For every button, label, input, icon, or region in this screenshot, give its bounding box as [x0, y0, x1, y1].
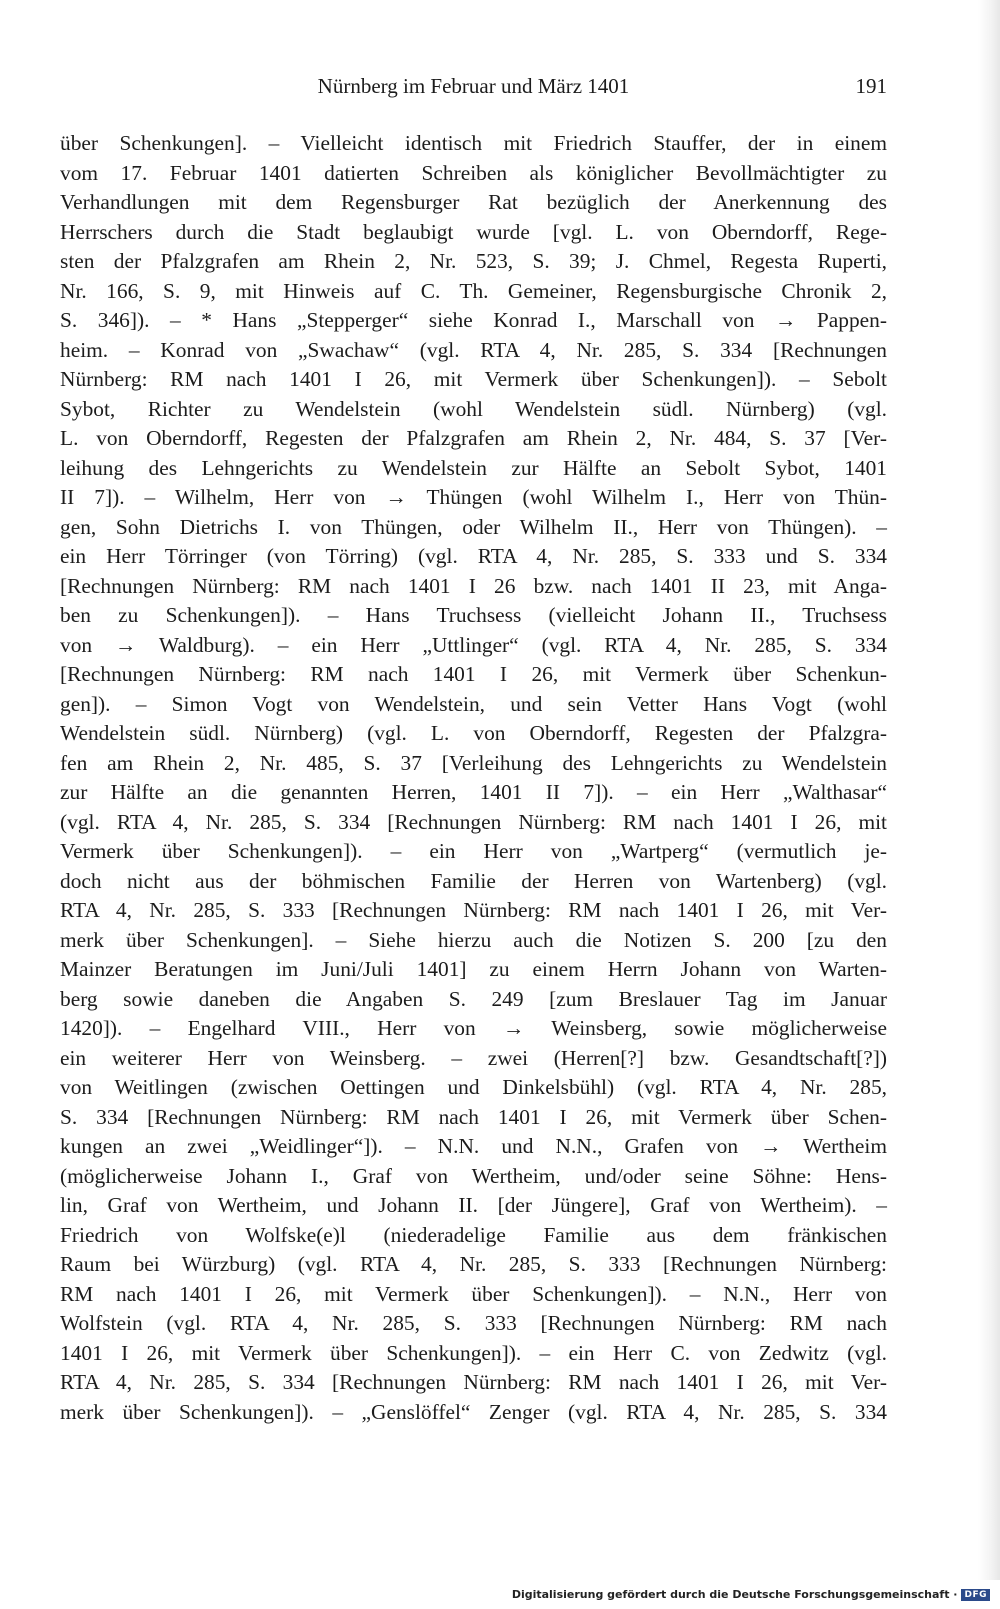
- text-line: merk über Schenkungen]. – Siehe hierzu auch die Notizen S. 200 [zu den: [60, 927, 887, 952]
- text-line: Raum bei Würzburg) (vgl. RTA 4, Nr. 285, S. 333 [Rechnungen Nürnberg:: [60, 1252, 887, 1276]
- text-line: merk über Schenkungen]). – „Genslöffel“ Zenger (vgl. RTA 4, Nr. 285, S. 334: [60, 1399, 887, 1424]
- text-line: Herrschers durch die Stadt beglaubigt wurde [vgl. L. von Oberndorff, Rege-: [60, 219, 887, 244]
- dfg-logo: DFG: [961, 1589, 990, 1601]
- text-line: fen am Rhein 2, Nr. 485, S. 37 [Verleihung des Lehngerichts zu Wendelstein: [60, 750, 887, 775]
- text-line: Friedrich von Wolfske(e)l (niederadelige Familie aus dem fränkischen: [60, 1222, 887, 1247]
- text-line: 1420]). – Engelhard VIII., Herr von → Weinsberg, sowie möglicherweise: [60, 1016, 887, 1040]
- text-line: sten der Pfalzgrafen am Rhein 2, Nr. 523, S. 39; J. Chmel, Regesta Ruperti,: [60, 249, 887, 273]
- body-text: [60, 129, 887, 1427]
- text-line: [Rechnungen Nürnberg: RM nach 1401 I 26 bzw. nach 1401 II 23, mit Anga-: [60, 573, 887, 598]
- text-line: Verhandlungen mit dem Regensburger Rat bezüglich der Anerkennung des: [60, 190, 887, 214]
- text-line: Vermerk über Schenkungen]). – ein Herr von „Wartperg“ (vermutlich je-: [60, 839, 887, 863]
- text-line: S. 334 [Rechnungen Nürnberg: RM nach 1401 I 26, mit Vermerk über Schen-: [60, 1104, 887, 1129]
- digitization-footer: [512, 1588, 990, 1601]
- running-header: [60, 74, 887, 104]
- text-line: 1401 I 26, mit Vermerk über Schenkungen]). – ein Herr C. von Zedwitz (vgl.: [60, 1340, 887, 1365]
- text-line: von Weitlingen (zwischen Oettingen und Dinkelsbühl) (vgl. RTA 4, Nr. 285,: [60, 1075, 887, 1099]
- text-line: Wolfstein (vgl. RTA 4, Nr. 285, S. 333 [Rechnungen Nürnberg: RM nach: [60, 1311, 887, 1335]
- text-line: ein weiterer Herr von Weinsberg. – zwei (Herren[?] bzw. Gesandtschaft[?]): [60, 1045, 887, 1070]
- text-line: RM nach 1401 I 26, mit Vermerk über Schenkungen]). – N.N., Herr von: [60, 1281, 887, 1306]
- text-line: heim. – Konrad von „Swachaw“ (vgl. RTA 4, Nr. 285, S. 334 [Rechnungen: [60, 337, 887, 362]
- text-line: von → Waldburg). – ein Herr „Uttlinger“ (vgl. RTA 4, Nr. 285, S. 334: [60, 632, 887, 657]
- text-line: Sybot, Richter zu Wendelstein (wohl Wendelstein südl. Nürnberg) (vgl.: [60, 396, 887, 421]
- text-line: gen]). – Simon Vogt von Wendelstein, und sein Vetter Hans Vogt (wohl: [60, 691, 887, 716]
- text-line: (vgl. RTA 4, Nr. 285, S. 334 [Rechnungen Nürnberg: RM nach 1401 I 26, mit: [60, 809, 887, 834]
- text-line: leihung des Lehngerichts zu Wendelstein zur Hälfte an Sebolt Sybot, 1401: [60, 455, 887, 480]
- text-line: RTA 4, Nr. 285, S. 334 [Rechnungen Nürnberg: RM nach 1401 I 26, mit Ver-: [60, 1370, 887, 1394]
- page-number: 191: [855, 74, 887, 98]
- text-line: Nr. 166, S. 9, mit Hinweis auf C. Th. Gemeiner, Regensburgische Chronik 2,: [60, 278, 887, 303]
- text-line: Wendelstein südl. Nürnberg) (vgl. L. von Oberndorff, Regesten der Pfalzgra-: [60, 721, 887, 745]
- text-line: gen, Sohn Dietrichs I. von Thüngen, oder Wilhelm II., Herr von Thüngen). –: [60, 514, 887, 539]
- text-line: [Rechnungen Nürnberg: RM nach 1401 I 26, mit Vermerk über Schenkun-: [60, 662, 887, 686]
- text-line: doch nicht aus der böhmischen Familie der Herren von Wartenberg) (vgl.: [60, 868, 887, 893]
- footer-text: Digitalisierung gefördert durch die Deutsche Forschungsgemeinschaft ·: [511, 1588, 958, 1601]
- text-line: L. von Oberndorff, Regesten der Pfalzgrafen am Rhein 2, Nr. 484, S. 37 [Ver-: [60, 426, 887, 450]
- text-line: berg sowie daneben die Angaben S. 249 [zum Breslauer Tag im Januar: [60, 986, 887, 1011]
- text-line: S. 346]). – * Hans „Stepperger“ siehe Konrad I., Marschall von → Pappen-: [60, 308, 887, 332]
- running-title: Nürnberg im Februar und März 1401: [317, 74, 630, 98]
- text-line: über Schenkungen]. – Vielleicht identisch mit Friedrich Stauffer, der in einem: [60, 131, 887, 155]
- text-line: II 7]). – Wilhelm, Herr von → Thüngen (wohl Wilhelm I., Herr von Thün-: [60, 485, 887, 509]
- text-line: RTA 4, Nr. 285, S. 333 [Rechnungen Nürnberg: RM nach 1401 I 26, mit Ver-: [60, 898, 887, 922]
- text-line: zur Hälfte an die genannten Herren, 1401 II 7]). – ein Herr „Walthasar“: [60, 780, 887, 804]
- text-line: Mainzer Beratungen im Juni/Juli 1401] zu einem Herrn Johann von Warten-: [60, 957, 887, 981]
- text-line: Nürnberg: RM nach 1401 I 26, mit Vermerk über Schenkungen]). – Sebolt: [60, 367, 887, 391]
- text-line: lin, Graf von Wertheim, und Johann II. [der Jüngere], Graf von Wertheim). –: [60, 1193, 887, 1217]
- text-line: ben zu Schenkungen]). – Hans Truchsess (vielleicht Johann II., Truchsess: [60, 603, 887, 627]
- page-edge-shadow: [978, 0, 1000, 1580]
- text-line: kungen an zwei „Weidlinger“]). – N.N. und N.N., Grafen von → Wertheim: [60, 1134, 887, 1158]
- text-line: ein Herr Törringer (von Törring) (vgl. RTA 4, Nr. 285, S. 333 und S. 334: [60, 544, 887, 568]
- text-line: (möglicherweise Johann I., Graf von Wertheim, und/oder seine Söhne: Hens-: [60, 1163, 887, 1188]
- text-line: vom 17. Februar 1401 datierten Schreiben als königlicher Bevollmächtigter zu: [60, 160, 887, 185]
